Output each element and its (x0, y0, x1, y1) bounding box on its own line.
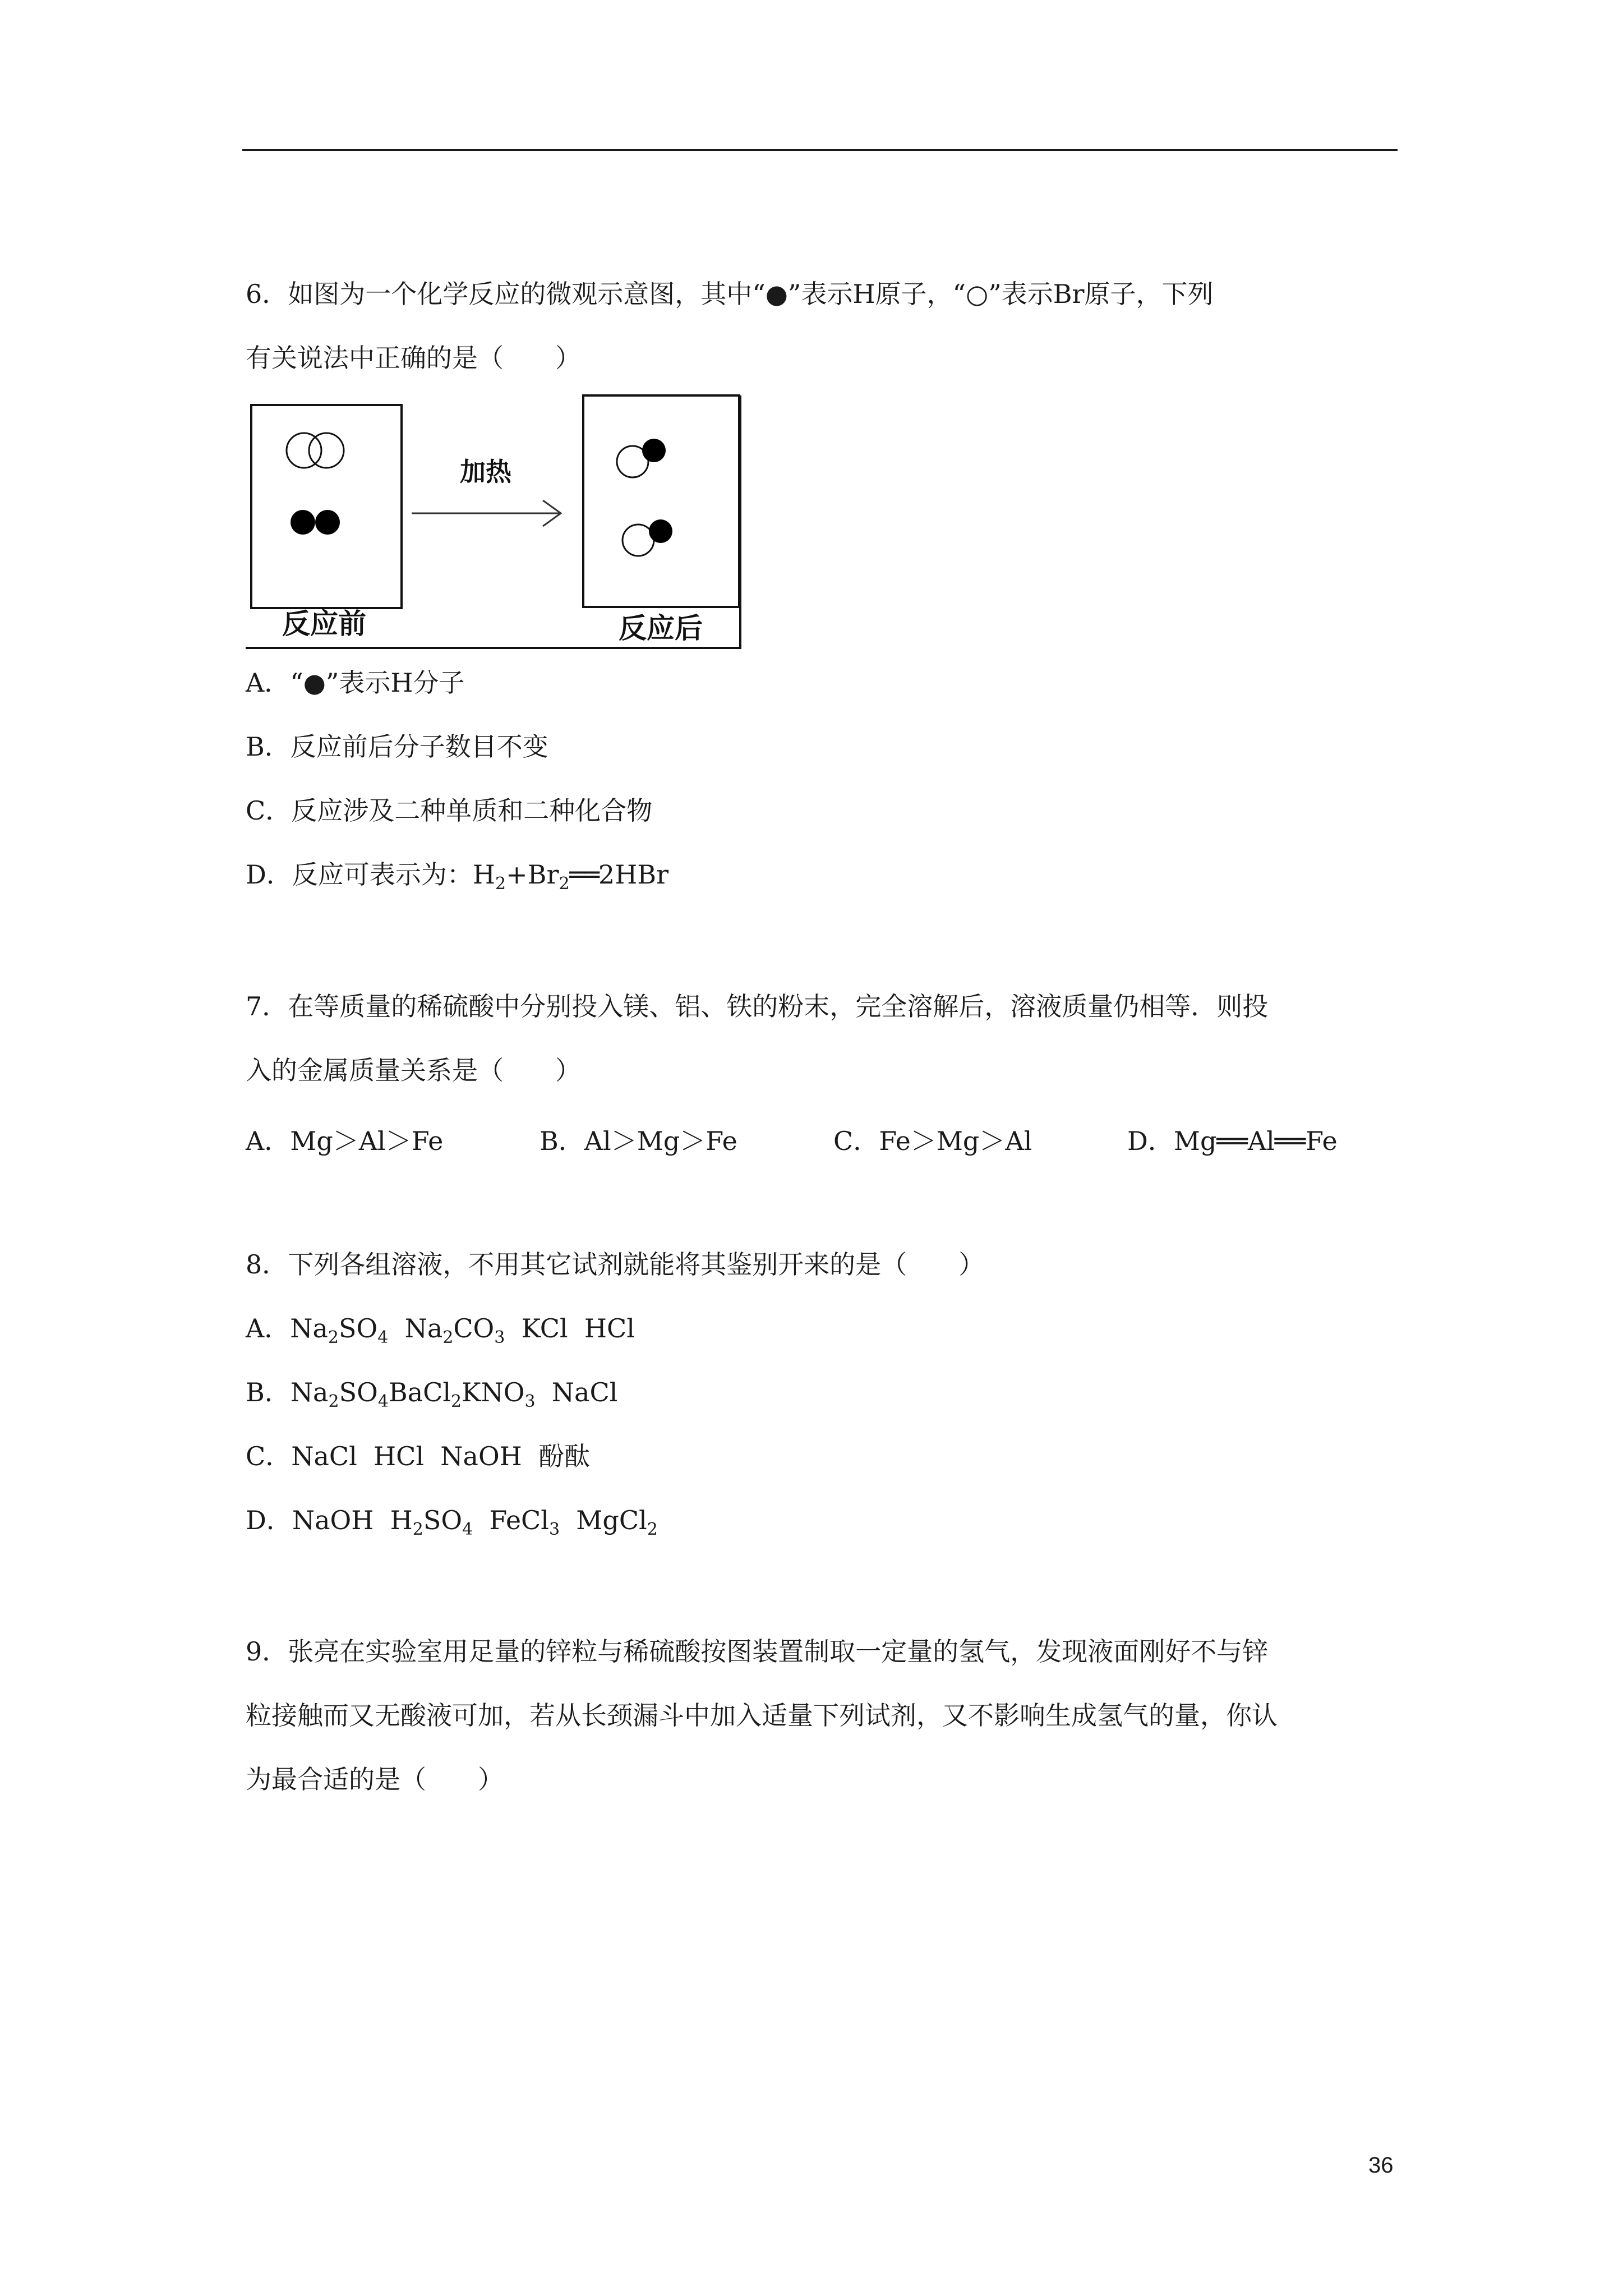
h-atom-icon (315, 510, 340, 535)
q6-option-b: B．反应前后分子数目不变 (246, 731, 548, 762)
q7-option-d: D．Mg══Al══Fe (1127, 1126, 1338, 1156)
q9-stem-line1: 9．张亮在实验室用足量的锌粒与稀硫酸按图装置制取一定量的氢气，发现液面刚好不与锌 (246, 1636, 1269, 1667)
q9-stem-line3: 为最合适的是（ ） (246, 1764, 504, 1795)
q6-stem-line2: 有关说法中正确的是（ ） (246, 343, 581, 373)
q6-option-d: D．反应可表示为：$H_2+Br_2══2HBr$ (246, 859, 669, 894)
h-atom-icon (649, 519, 672, 543)
q9-stem-line2: 粒接触而又无酸液可加，若从长颈漏斗中加入适量下列试剂，又不影响生成氢气的量，你认 (246, 1700, 1278, 1731)
q6-option-c: C．反应涉及二种单质和二种化合物 (246, 795, 653, 826)
q7-option-c: C．Fe＞Mg＞Al (833, 1126, 1032, 1156)
q7-option-a: A．Mg＞Al＞Fe (246, 1126, 444, 1156)
q7-stem-line2: 入的金属质量关系是（ ） (246, 1055, 581, 1085)
q6-stem-line1: 6．如图为一个化学反应的微观示意图，其中“●”表示H原子，“○”表示Br原子，下列 (246, 279, 1214, 309)
q7-stem-line1: 7．在等质量的稀硫酸中分别投入镁、铝、铁的粉末，完全溶解后，溶液质量仍相等．则投 (246, 991, 1269, 1022)
br-atom-icon (309, 433, 344, 468)
reaction-diagram (246, 390, 745, 649)
before-label: 反应前 (282, 608, 366, 640)
q8-option-a: A．$Na_2SO_4$ $Na_2CO_3$ KCl HCl (246, 1313, 635, 1347)
q7-option-b: B．Al＞Mg＞Fe (540, 1126, 737, 1156)
br-atom-icon (287, 433, 321, 468)
arrow-label: 加热 (460, 457, 511, 487)
q8-option-d: D．NaOH $H_2SO_4$ FeCl$_3$ MgCl$_2$ (246, 1505, 658, 1539)
q8-option-c: C．NaCl HCl NaOH 酚酞 (246, 1441, 591, 1471)
after-box (583, 395, 739, 607)
h-atom-icon (291, 510, 315, 535)
after-label: 反应后 (619, 612, 703, 645)
h-atom-icon (642, 439, 666, 462)
q6-option-a: A．“●”表示H分子 (246, 668, 465, 698)
page-number: 36 (1368, 2153, 1394, 2178)
q8-stem: 8．下列各组溶液，不用其它试剂就能将其鉴别开来的是（ ） (246, 1249, 985, 1280)
q8-option-b: B．$Na_2SO_4BaCl_2KNO_3$ NaCl (246, 1377, 618, 1411)
header-rule (242, 149, 1398, 151)
before-box (251, 405, 402, 608)
